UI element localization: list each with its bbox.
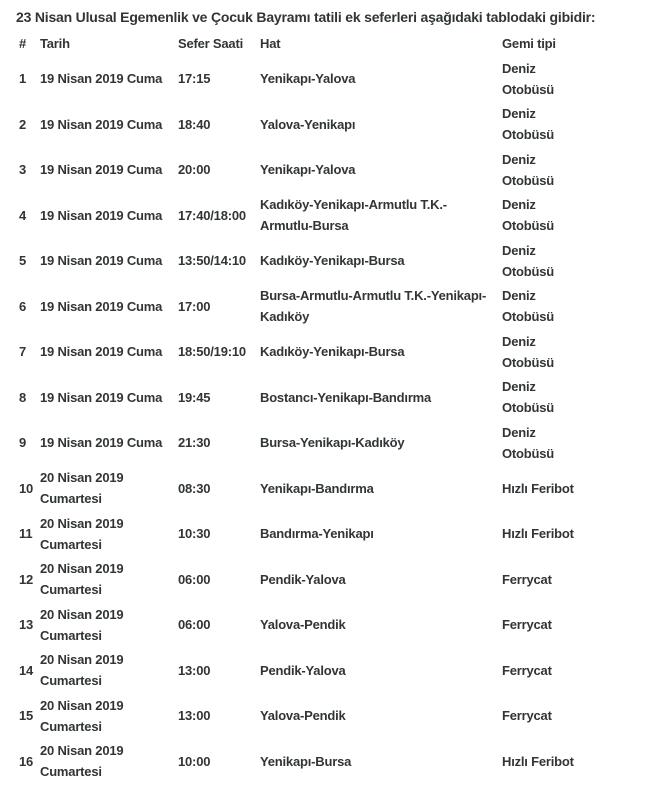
trip-date: 20 Nisan 2019 Cumartesi xyxy=(40,697,124,734)
table-row xyxy=(19,511,580,557)
trip-date: 20 Nisan 2019 Cumartesi xyxy=(40,515,124,552)
table-row xyxy=(19,693,580,739)
table-row xyxy=(19,193,580,239)
trip-time: 17:15 xyxy=(178,71,211,87)
trip-time: 18:40 xyxy=(178,116,211,132)
table-row xyxy=(19,147,580,193)
ship-type: Deniz Otobüsü xyxy=(502,333,555,370)
table-row xyxy=(19,284,580,330)
trip-route: Bursa-Yenikapı-Kadıköy xyxy=(260,435,405,451)
ship-type: Deniz Otobüsü xyxy=(502,288,555,325)
row-number: 14 xyxy=(19,662,34,678)
table-row xyxy=(19,557,580,603)
trip-date: 20 Nisan 2019 Cumartesi xyxy=(40,561,124,598)
trip-time: 17:40/18:00 xyxy=(178,207,246,223)
row-number: 13 xyxy=(19,617,34,633)
ship-type: Ferrycat xyxy=(502,571,552,587)
trip-route: Bursa-Armutlu-Armutlu T.K.-Yenikapı-Kadıköy xyxy=(260,288,487,325)
trip-date: 19 Nisan 2019 Cuma xyxy=(40,344,163,360)
trip-route: Pendik-Yalova xyxy=(260,662,346,678)
column-header-time: Sefer Saati xyxy=(178,35,244,51)
trip-date: 20 Nisan 2019 Cumartesi xyxy=(40,470,124,507)
trip-route: Yalova-Yenikapı xyxy=(260,116,356,132)
trip-time: 13:00 xyxy=(178,662,211,678)
row-number: 8 xyxy=(19,389,27,405)
trip-route: Yenikapı-Bursa xyxy=(260,753,352,769)
trip-time: 21:30 xyxy=(178,435,211,451)
column-header-date: Tarih xyxy=(40,35,70,51)
table-row xyxy=(19,602,580,648)
trip-route: Kadıköy-Yenikapı-Bursa xyxy=(260,344,405,360)
trip-route: Yalova-Pendik xyxy=(260,708,346,724)
row-number: 5 xyxy=(19,253,27,269)
trip-date: 19 Nisan 2019 Cuma xyxy=(40,298,163,314)
trip-time: 20:00 xyxy=(178,162,211,178)
row-number: 12 xyxy=(19,571,34,587)
row-number: 7 xyxy=(19,344,27,360)
trip-date: 19 Nisan 2019 Cuma xyxy=(40,116,163,132)
row-number: 11 xyxy=(19,526,33,542)
row-number: 6 xyxy=(19,298,27,314)
ship-type: Deniz Otobüsü xyxy=(502,379,555,416)
table-row xyxy=(19,56,580,102)
row-number: 4 xyxy=(19,207,27,223)
trip-route: Bandırma-Yenikapı xyxy=(260,526,374,542)
row-number: 9 xyxy=(19,435,27,451)
trip-time: 10:00 xyxy=(178,753,211,769)
ship-type: Deniz Otobüsü xyxy=(502,151,555,188)
column-header-route: Hat xyxy=(260,35,281,51)
trip-time: 13:50/14:10 xyxy=(178,253,246,269)
trip-route: Kadıköy-Yenikapı-Armutlu T.K.-Armutlu-Bursa xyxy=(260,197,447,234)
row-number: 16 xyxy=(19,753,34,769)
trip-date: 19 Nisan 2019 Cuma xyxy=(40,253,163,269)
trip-time: 10:30 xyxy=(178,526,211,542)
table-row xyxy=(19,739,580,785)
table-row xyxy=(19,466,580,512)
ship-type: Deniz Otobüsü xyxy=(502,106,555,143)
trip-route: Yalova-Pendik xyxy=(260,617,346,633)
row-number: 1 xyxy=(19,71,27,87)
table-row xyxy=(19,329,580,375)
trip-date: 19 Nisan 2019 Cuma xyxy=(40,389,163,405)
trip-date: 20 Nisan 2019 Cumartesi xyxy=(40,743,124,780)
trip-time: 19:45 xyxy=(178,389,211,405)
trip-date: 19 Nisan 2019 Cuma xyxy=(40,435,163,451)
trip-time: 17:00 xyxy=(178,298,211,314)
table-row xyxy=(19,420,580,466)
ship-type: Hızlı Feribot xyxy=(502,480,574,496)
trip-route: Pendik-Yalova xyxy=(260,571,346,587)
ship-type: Hızlı Feribot xyxy=(502,753,574,769)
trip-date: 20 Nisan 2019 Cumartesi xyxy=(40,606,124,643)
trip-time: 13:00 xyxy=(178,708,211,724)
trip-time: 08:30 xyxy=(178,480,211,496)
table-row xyxy=(19,238,580,284)
row-number: 3 xyxy=(19,162,27,178)
ship-type: Ferrycat xyxy=(502,662,552,678)
trip-time: 06:00 xyxy=(178,571,211,587)
table-row xyxy=(19,375,580,421)
row-number: 2 xyxy=(19,116,27,132)
column-header-num: # xyxy=(19,35,27,51)
trip-date: 19 Nisan 2019 Cuma xyxy=(40,207,163,223)
ship-type: Ferrycat xyxy=(502,708,552,724)
ship-type: Deniz Otobüsü xyxy=(502,197,555,234)
ship-type: Deniz Otobüsü xyxy=(502,424,555,461)
trip-route: Yenikapı-Bandırma xyxy=(260,480,374,496)
row-number: 10 xyxy=(19,480,34,496)
trip-route: Yenikapı-Yalova xyxy=(260,162,356,178)
ship-type: Deniz Otobüsü xyxy=(502,242,555,279)
table-row xyxy=(19,648,580,694)
trip-route: Kadıköy-Yenikapı-Bursa xyxy=(260,253,405,269)
trip-date: 19 Nisan 2019 Cuma xyxy=(40,162,163,178)
trip-time: 18:50/19:10 xyxy=(178,344,246,360)
trip-time: 06:00 xyxy=(178,617,211,633)
intro-text: 23 Nisan Ulusal Egemenlik ve Çocuk Bayramı tatili ek seferleri aşağıdaki tablodaki gibidir: xyxy=(16,9,596,25)
table-row xyxy=(19,102,580,148)
ship-type: Deniz Otobüsü xyxy=(502,60,555,97)
trip-route: Bostancı-Yenikapı-Bandırma xyxy=(260,389,432,405)
column-header-ship: Gemi tipi xyxy=(502,35,556,51)
ship-type: Ferrycat xyxy=(502,617,552,633)
ferry-schedule-table xyxy=(19,30,580,784)
row-number: 15 xyxy=(19,708,34,724)
trip-date: 19 Nisan 2019 Cuma xyxy=(40,71,163,87)
trip-route: Yenikapı-Yalova xyxy=(260,71,356,87)
table-header-row xyxy=(19,30,580,56)
trip-date: 20 Nisan 2019 Cumartesi xyxy=(40,652,124,689)
ship-type: Hızlı Feribot xyxy=(502,526,574,542)
